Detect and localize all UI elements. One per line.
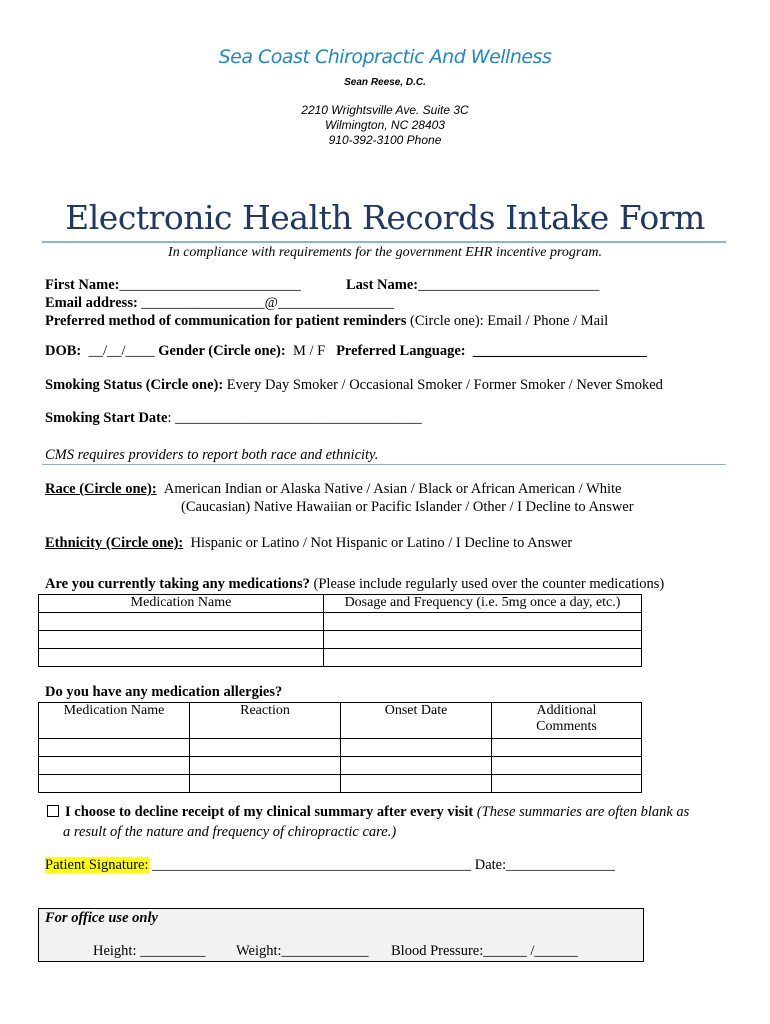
- race-label: Race (Circle one):: [45, 481, 157, 497]
- cms-rule: [42, 464, 726, 465]
- weight-row: [236, 943, 369, 960]
- last-name-field[interactable]: _________________________: [418, 277, 600, 293]
- dob-field[interactable]: __/__/____: [88, 343, 155, 359]
- allergies-col-comments: [492, 703, 642, 739]
- email-field[interactable]: _________________@________________: [141, 295, 395, 311]
- first-name-row: [45, 277, 301, 294]
- allergies-table: [38, 702, 642, 793]
- first-name-label: First Name:: [45, 277, 120, 293]
- smoking-label: Smoking Status (Circle one):: [45, 377, 224, 393]
- smoking-start-field[interactable]: : __________________________________: [167, 410, 422, 426]
- address-line1: 2210 Wrightsville Ave. Suite 3C: [301, 103, 469, 117]
- address-line2: Wilmington, NC 28403: [325, 118, 445, 132]
- allergies-cell[interactable]: [39, 739, 190, 757]
- height-field[interactable]: _________: [140, 943, 206, 959]
- decline-row: [47, 804, 689, 821]
- phone: 910-392-3100 Phone: [328, 133, 442, 147]
- medications-note: (Please include regularly used over the counter medications): [313, 576, 665, 592]
- race-options-1[interactable]: American Indian or Alaska Native / Asian / Black or African American / White: [163, 481, 622, 497]
- preferred-method-row: [45, 313, 608, 330]
- ethnicity-options[interactable]: Hispanic or Latino / Not Hispanic or Latino / I Decline to Answer: [190, 535, 573, 551]
- decline-label: I choose to decline receipt of my clinical summary after every visit: [65, 804, 474, 820]
- weight-label: Weight:: [236, 943, 282, 959]
- medications-col-name: Medication Name: [39, 595, 324, 613]
- smoking-start-row: [45, 410, 422, 427]
- bp-label: Blood Pressure:: [391, 943, 484, 959]
- allergies-col-onset: Onset Date: [341, 703, 492, 739]
- allergies-question: [45, 684, 282, 701]
- medications-cell[interactable]: [324, 613, 642, 631]
- last-name-label: Last Name:: [346, 277, 419, 293]
- signature-field[interactable]: ____________________________________________: [148, 857, 472, 873]
- decline-note-2: a result of the nature and frequency of chiropractic care.): [63, 824, 397, 840]
- allergies-cell[interactable]: [341, 739, 492, 757]
- smoking-start-label: Smoking Start Date: [45, 410, 168, 426]
- last-name-row: [346, 277, 599, 294]
- gender-options[interactable]: M / F: [292, 343, 326, 359]
- office-title-text: For office use only: [45, 910, 158, 926]
- smoking-row: [45, 377, 663, 394]
- allergies-col-comments-1: Additional: [536, 703, 597, 718]
- language-field[interactable]: ________________________: [472, 343, 647, 359]
- decline-checkbox[interactable]: [47, 805, 59, 817]
- medications-col-dosage: Dosage and Frequency (i.e. 5mg once a day, etc.): [324, 595, 642, 613]
- allergies-col-reaction: Reaction: [190, 703, 341, 739]
- allergies-col-comments-2: Comments: [536, 719, 597, 734]
- email-row: [45, 295, 394, 312]
- allergies-cell[interactable]: [341, 757, 492, 775]
- race-row: [45, 481, 621, 498]
- allergies-cell[interactable]: [492, 757, 642, 775]
- first-name-field[interactable]: _________________________: [119, 277, 301, 293]
- doctor-name: Sean Reese, D.C.: [344, 77, 426, 88]
- ethnicity-row: [45, 535, 572, 552]
- form-title: Electronic Health Records Intake Form: [65, 198, 705, 237]
- allergies-cell[interactable]: [190, 775, 341, 793]
- ethnicity-label: Ethnicity (Circle one):: [45, 535, 184, 551]
- dob-label: DOB:: [45, 343, 82, 359]
- allergies-cell[interactable]: [39, 775, 190, 793]
- date-label: Date:: [474, 857, 507, 873]
- office-title: [45, 910, 158, 927]
- height-label: Height:: [93, 943, 137, 959]
- dob-row: [45, 343, 647, 360]
- weight-field[interactable]: ____________: [281, 943, 369, 959]
- practice-name: Sea Coast Chiropractic And Wellness: [218, 46, 552, 68]
- language-label: Preferred Language:: [336, 343, 466, 359]
- allergies-cell[interactable]: [492, 739, 642, 757]
- form-subtitle: In compliance with requirements for the government EHR incentive program.: [168, 245, 602, 260]
- allergies-col-name: Medication Name: [39, 703, 190, 739]
- preferred-method-label: Preferred method of communication for patient reminders: [45, 313, 407, 329]
- medications-question: Are you currently taking any medications?: [45, 576, 310, 592]
- medications-cell[interactable]: [324, 631, 642, 649]
- race-options-2[interactable]: (Caucasian) Native Hawaiian or Pacific Islander / Other / I Decline to Answer: [181, 499, 634, 515]
- signature-label: Patient Signature:: [45, 857, 149, 873]
- allergies-cell[interactable]: [341, 775, 492, 793]
- preferred-method-options[interactable]: (Circle one): Email / Phone / Mail: [410, 313, 609, 329]
- height-row: [93, 943, 205, 960]
- bp-field[interactable]: ______ /______: [483, 943, 578, 959]
- title-rule: [42, 241, 726, 243]
- medications-table: [38, 594, 642, 667]
- allergies-question-text: Do you have any medication allergies?: [45, 684, 283, 700]
- decline-note-1: (These summaries are often blank as: [476, 804, 690, 820]
- medications-cell[interactable]: [39, 613, 324, 631]
- allergies-cell[interactable]: [39, 757, 190, 775]
- allergies-cell[interactable]: [190, 739, 341, 757]
- medications-question-row: [45, 576, 664, 593]
- date-field[interactable]: _______________: [506, 857, 615, 873]
- medications-cell[interactable]: [324, 649, 642, 667]
- medications-cell[interactable]: [39, 649, 324, 667]
- cms-note: CMS requires providers to report both race and ethnicity.: [45, 447, 379, 463]
- allergies-cell[interactable]: [190, 757, 341, 775]
- medications-cell[interactable]: [39, 631, 324, 649]
- bp-row: [391, 943, 578, 960]
- allergies-cell[interactable]: [492, 775, 642, 793]
- smoking-options[interactable]: Every Day Smoker / Occasional Smoker / Former Smoker / Never Smoked: [226, 377, 663, 393]
- signature-row: [45, 857, 615, 874]
- gender-label: Gender (Circle one):: [158, 343, 286, 359]
- email-label: Email address:: [45, 295, 138, 311]
